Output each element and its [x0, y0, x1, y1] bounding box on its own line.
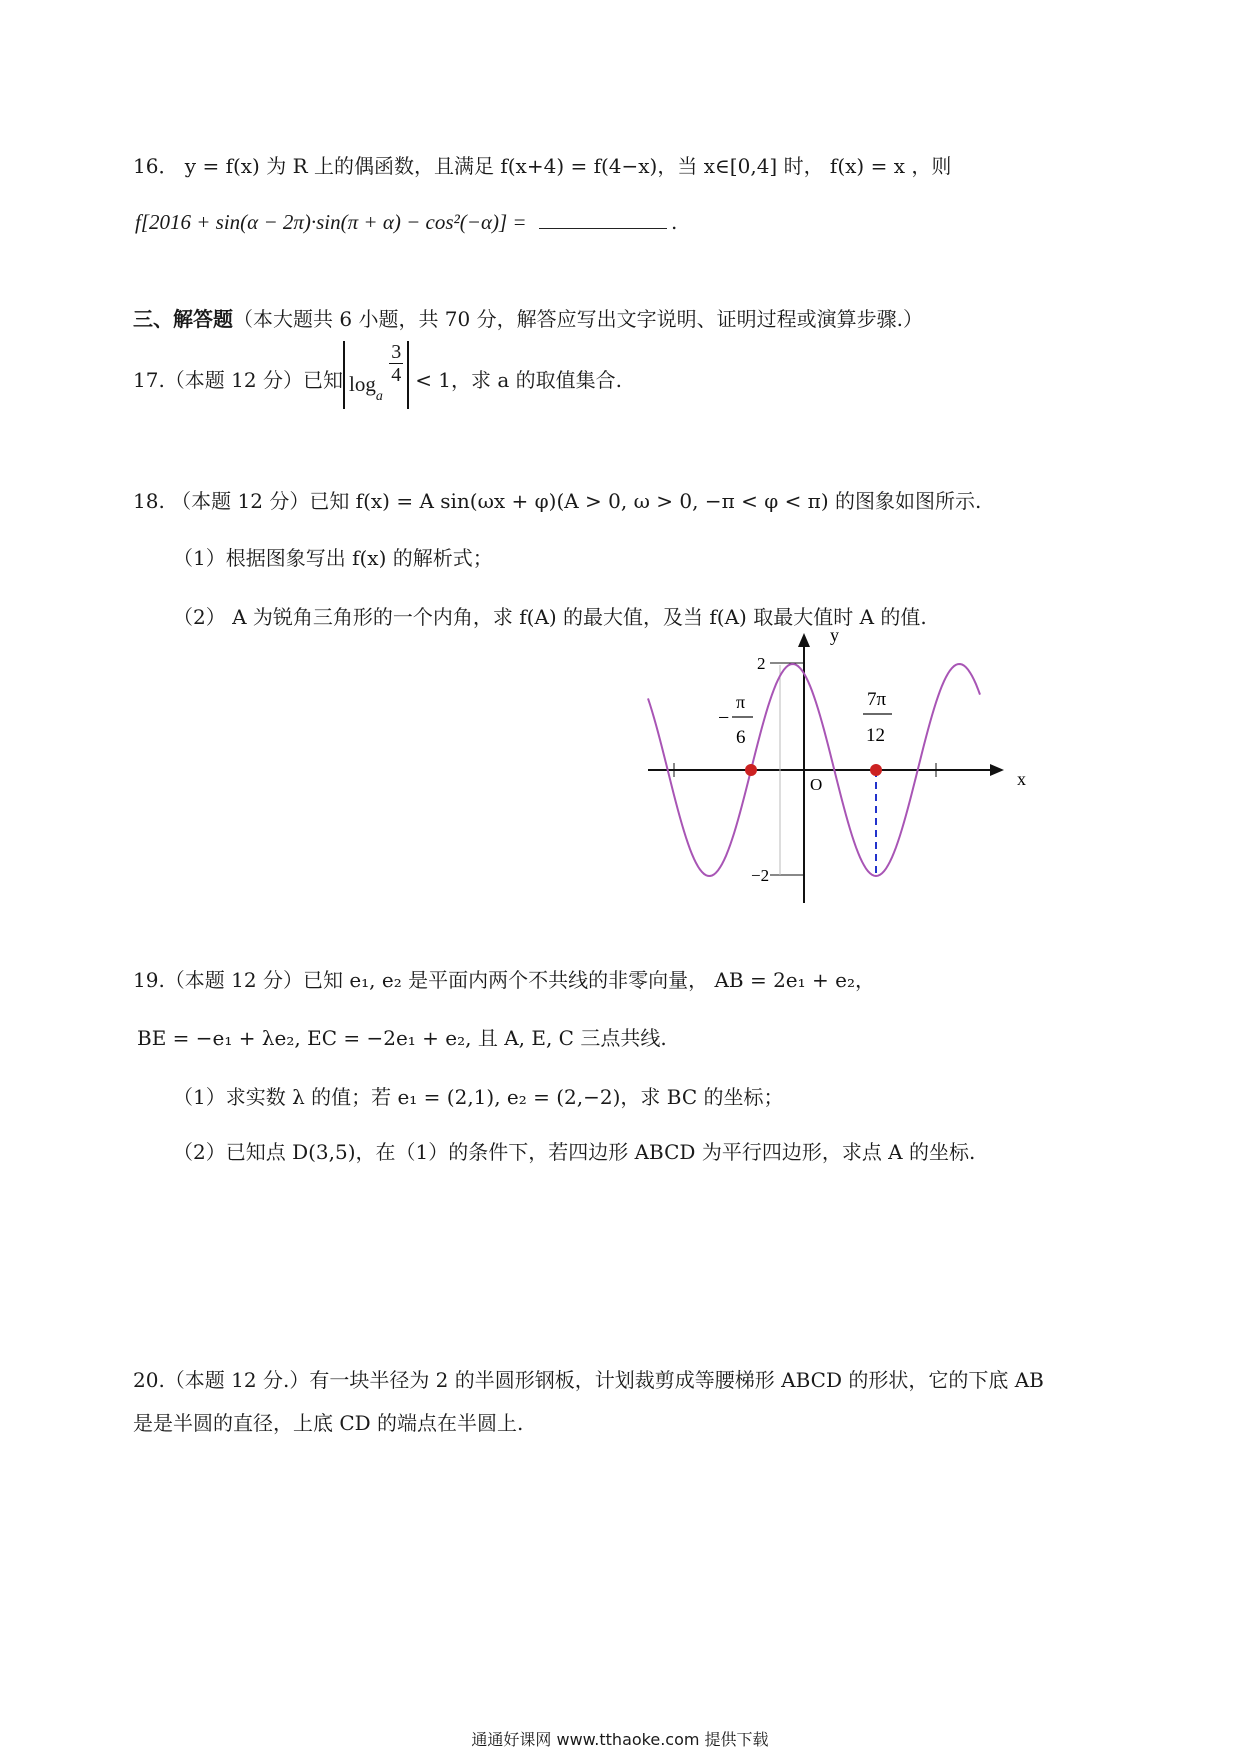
q16-line1: 16． y = f(x) 为 R 上的偶函数，且满足 f(x+4) = f(4−x)，当 x∈[0,4] 时， f(x) = x ，则 — [133, 154, 952, 178]
q16-line2 — [135, 210, 677, 235]
left-point-num: π — [736, 692, 746, 712]
q17-fraction — [389, 341, 403, 386]
left-point-sign: − — [718, 707, 730, 729]
y-tick-label-bottom: −2 — [751, 866, 770, 885]
q19-part1: （1）求实数 λ 的值；若 e₁ = (2,1), e₂ = (2,−2)，求 BC 的坐标； — [173, 1085, 784, 1109]
q16-expression: f[2016 + sin(α − 2π)·sin(π + α) − cos²(−α)] = — [135, 210, 527, 234]
y-tick-label-top: 2 — [757, 654, 766, 673]
q18-stem: 18. （本题 12 分）已知 f(x) = A sin(ωx + φ)(A > 0, ω > 0, −π < φ < π) 的图象如图所示. — [133, 489, 982, 513]
q17-log-sub: a — [375, 389, 383, 404]
left-point-den: 6 — [736, 727, 746, 748]
q19-line2: BE = −e₁ + λe₂, EC = −2e₁ + e₂, 且 A, E, C 三点共线. — [137, 1026, 667, 1050]
x-axis-label: x — [1017, 769, 1026, 789]
sine-graph — [640, 625, 1040, 915]
origin-label: O — [810, 775, 823, 794]
q17-abs-log — [343, 341, 409, 409]
right-point-den: 12 — [866, 725, 885, 746]
zero-point-right — [870, 764, 882, 776]
q19-part2: （2）已知点 D(3,5)，在（1）的条件下，若四边形 ABCD 为平行四边形，求点 A 的坐标. — [173, 1140, 976, 1164]
section-title: 三、解答题 — [133, 307, 233, 331]
right-point-num: 7π — [867, 689, 887, 710]
y-axis-label: y — [830, 625, 839, 645]
q17-fraction-num: 3 — [391, 341, 402, 363]
zero-point-left — [745, 764, 757, 776]
q17-fraction-den: 4 — [391, 364, 402, 386]
section-note: （本大题共 6 小题，共 70 分，解答应写出文字说明、证明过程或演算步骤.） — [233, 307, 923, 331]
q20-line1: 20.（本题 12 分.）有一块半径为 2 的半圆形钢板，计划裁剪成等腰梯形 ABCD 的形状，它的下底 AB — [133, 1368, 1044, 1392]
q17-suffix: < 1，求 a 的取值集合. — [415, 367, 623, 392]
q16-period: . — [670, 210, 678, 234]
q19-line1: 19.（本题 12 分）已知 e₁, e₂ 是平面内两个不共线的非零向量， AB = 2e₁ + e₂， — [133, 968, 875, 992]
q17-log: log — [348, 372, 376, 396]
q17 — [133, 343, 622, 413]
y-axis-arrow-icon — [798, 633, 810, 647]
answer-blank — [539, 210, 667, 229]
section-heading — [133, 303, 923, 332]
page-footer: 通通好课网 www.tthaoke.com 提供下载 — [471, 1730, 769, 1749]
x-axis-arrow-icon — [990, 764, 1004, 776]
q18-part1: （1）根据图象写出 f(x) 的解析式； — [173, 546, 493, 570]
q18-part2: （2） A 为锐角三角形的一个内角，求 f(A) 的最大值，及当 f(A) 取最大值时 A 的值. — [173, 605, 927, 629]
q17-prefix: 17.（本题 12 分）已知 — [133, 367, 343, 392]
q20-line2: 是是半圆的直径，上底 CD 的端点在半圆上. — [133, 1411, 524, 1435]
